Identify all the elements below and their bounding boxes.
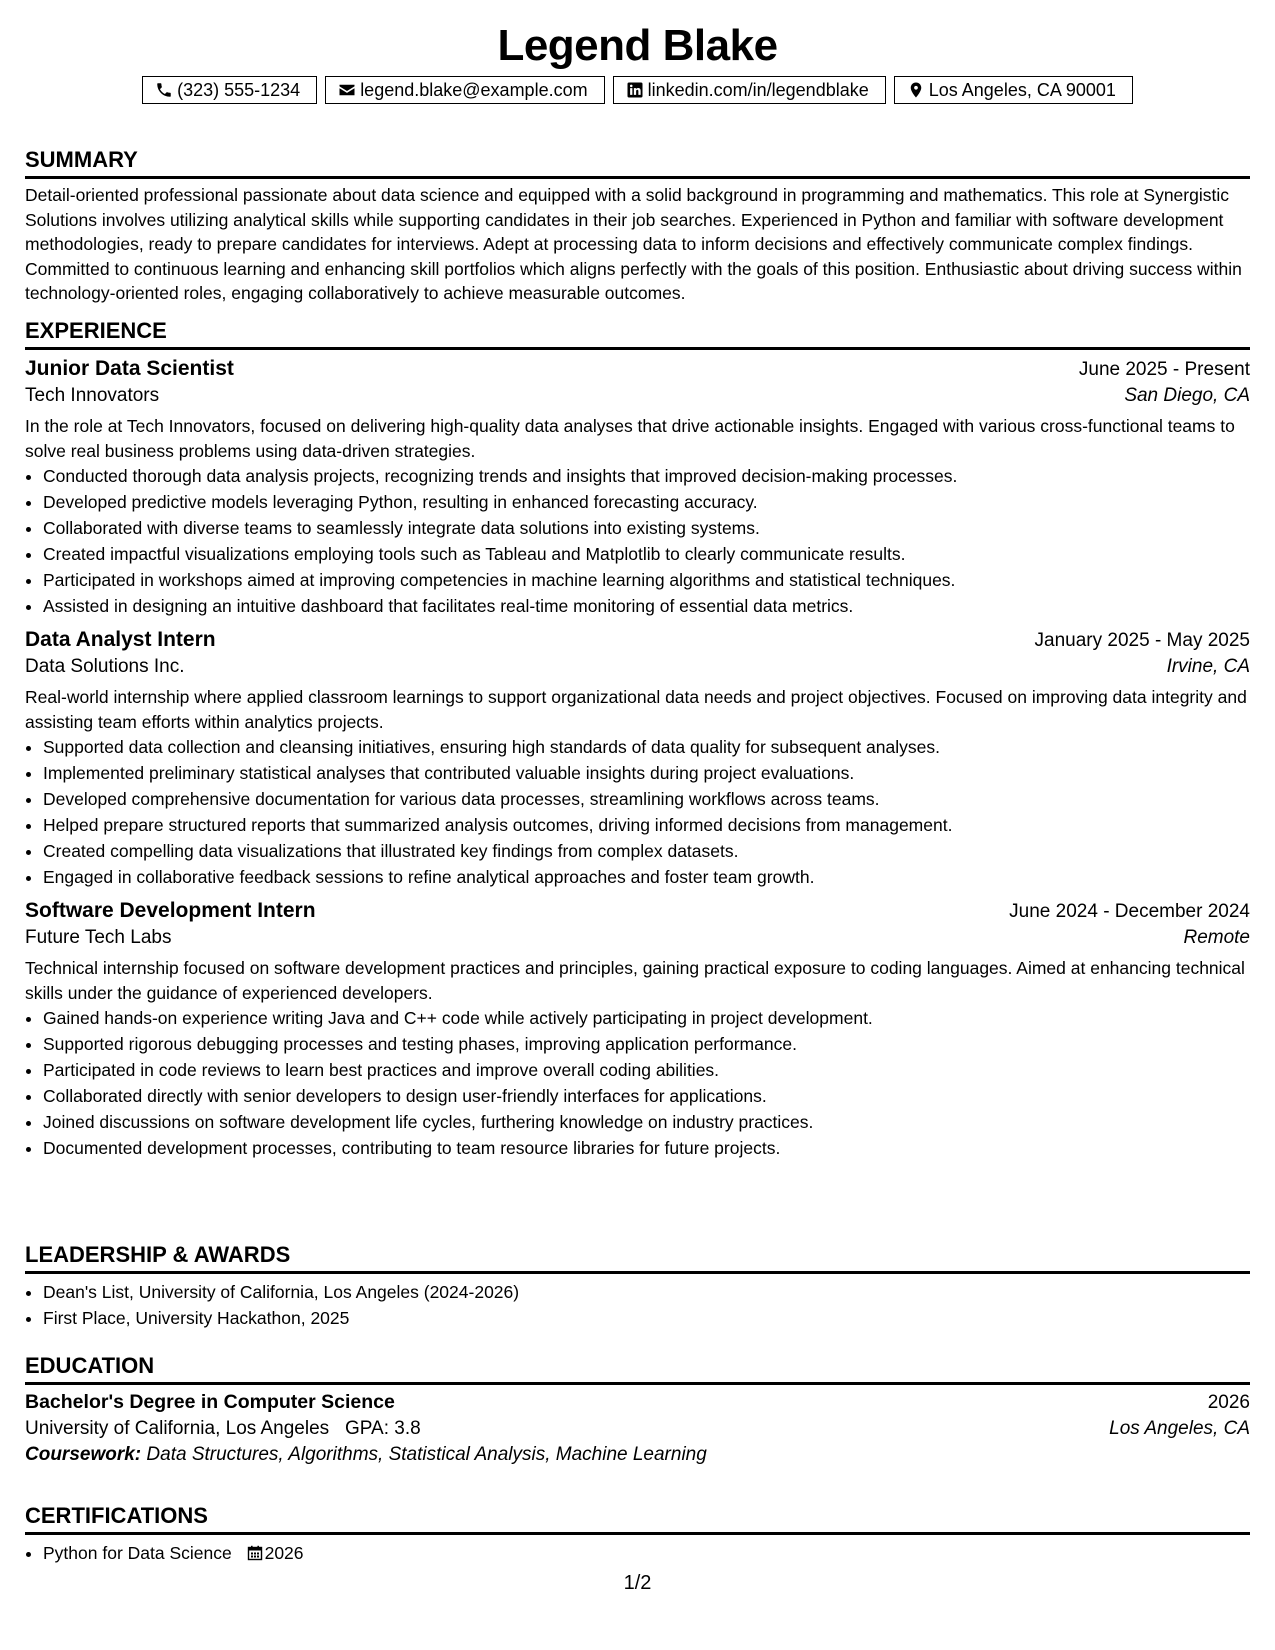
contact-email[interactable] bbox=[325, 76, 604, 104]
list-item: • Created compelling data visualizations that illustrated key findings from complex datasets. bbox=[43, 838, 1250, 864]
phone-text: (323) 555-1234 bbox=[177, 79, 301, 100]
phone-icon bbox=[155, 81, 173, 99]
candidate-name: Legend Blake bbox=[497, 21, 778, 70]
job-location: San Diego, CA bbox=[1124, 385, 1250, 406]
summary-text: Detail-oriented professional passionate about data science and equipped with a solid background in programming and mathematics. This role at Synergistic Solutions involves utilizing analytical skills while supporting candidates in their job searches. Experienced in Python and familiar with software development methodologies, ready to prepare candidates for interviews. Adept at processing data to inform decisions and effectively communicate complex findings. Committed to continuous learning and enhancing skill portfolios which aligns perfectly with the goals of this position. Enthusiastic about driving success within technology-oriented roles, engaging collaboratively to achieve measurable outcomes. bbox=[25, 185, 1242, 303]
school-location: Los Angeles, CA bbox=[1109, 1418, 1250, 1439]
list-item: • Engaged in collaborative feedback sessions to refine analytical approaches and foster team growth. bbox=[43, 864, 1250, 890]
certification-name: Python for Data Science bbox=[43, 1543, 232, 1563]
awards-list bbox=[25, 1279, 1250, 1331]
job-description: Technical internship focused on software development practices and principles, gaining practical exposure to coding languages. Aimed at enhancing technical skills under the guidance of experienced developers. bbox=[25, 958, 1245, 1003]
job-dates: January 2025 - May 2025 bbox=[1034, 630, 1250, 651]
job-title: Software Development Intern bbox=[25, 899, 316, 922]
experience-section bbox=[25, 318, 1250, 1161]
job-company: Future Tech Labs bbox=[25, 927, 172, 948]
coursework-line bbox=[25, 1444, 1250, 1466]
coursework-label: Coursework: bbox=[25, 1444, 142, 1465]
job-location: Irvine, CA bbox=[1166, 656, 1250, 677]
job-entry bbox=[25, 628, 1250, 890]
gpa: GPA: 3.8 bbox=[345, 1418, 421, 1439]
certifications-section bbox=[25, 1503, 1250, 1566]
job-bullets bbox=[25, 734, 1250, 890]
list-item bbox=[43, 1540, 1250, 1566]
job-location: Remote bbox=[1183, 927, 1250, 948]
calendar-icon bbox=[247, 1545, 263, 1561]
job-title: Data Analyst Intern bbox=[25, 628, 216, 651]
email-text: legend.blake@example.com bbox=[360, 79, 588, 100]
graduation-year: 2026 bbox=[1207, 1392, 1250, 1413]
job-dates: June 2025 - Present bbox=[1078, 359, 1250, 380]
job-bullets bbox=[25, 1005, 1250, 1161]
list-item: • Developed predictive models leveraging Python, resulting in enhanced forecasting accuracy. bbox=[43, 489, 1250, 515]
list-item: • Documented development processes, contributing to team resource libraries for future projects. bbox=[43, 1135, 1250, 1161]
job-bullets bbox=[25, 463, 1250, 619]
certifications-list bbox=[25, 1540, 1250, 1566]
list-item: • Created impactful visualizations employing tools such as Tableau and Matplotlib to clearly communicate results. bbox=[43, 541, 1250, 567]
list-item: • Collaborated directly with senior developers to design user-friendly interfaces for applications. bbox=[43, 1083, 1250, 1109]
list-item: • Joined discussions on software development life cycles, furthering knowledge on industry practices. bbox=[43, 1109, 1250, 1135]
list-item: • Conducted thorough data analysis projects, recognizing trends and insights that improved decision-making processes. bbox=[43, 463, 1250, 489]
contact-bar bbox=[25, 76, 1250, 104]
page-number: 1/2 bbox=[623, 1572, 652, 1594]
contact-location bbox=[894, 76, 1133, 104]
job-company: Data Solutions Inc. bbox=[25, 656, 185, 677]
school-name: University of California, Los Angeles bbox=[25, 1418, 330, 1439]
job-dates: June 2024 - December 2024 bbox=[1009, 901, 1250, 922]
list-item: • Participated in workshops aimed at improving competencies in machine learning algorithms and statistical techniques. bbox=[43, 567, 1250, 593]
education-section bbox=[25, 1353, 1250, 1466]
degree-title: Bachelor's Degree in Computer Science bbox=[25, 1391, 395, 1413]
section-heading: EXPERIENCE bbox=[25, 318, 1250, 350]
list-item: • Participated in code reviews to learn best practices and improve overall coding abilities. bbox=[43, 1057, 1250, 1083]
summary-section bbox=[25, 147, 1250, 306]
section-heading: CERTIFICATIONS bbox=[25, 1503, 1250, 1535]
job-description: In the role at Tech Innovators, focused on delivering high-quality data analyses that drive actionable insights. Engaged with various cross-functional teams to solve real business problems using data-driven strategies. bbox=[25, 416, 1235, 461]
job-description: Real-world internship where applied classroom learnings to support organizational data needs and project objectives. Focused on improving data integrity and assisting team efforts within analytics projects. bbox=[25, 687, 1247, 732]
list-item: • Supported rigorous debugging processes and testing phases, improving application performance. bbox=[43, 1031, 1250, 1057]
list-item: • Collaborated with diverse teams to seamlessly integrate data solutions into existing systems. bbox=[43, 515, 1250, 541]
list-item: • Supported data collection and cleansing initiatives, ensuring high standards of data quality for subsequent analyses. bbox=[43, 734, 1250, 760]
contact-phone[interactable] bbox=[142, 76, 317, 104]
map-pin-icon bbox=[907, 81, 925, 99]
job-entry bbox=[25, 357, 1250, 619]
location-text: Los Angeles, CA 90001 bbox=[928, 79, 1116, 100]
job-company: Tech Innovators bbox=[25, 385, 160, 406]
section-heading: SUMMARY bbox=[25, 147, 1250, 179]
contact-linkedin[interactable] bbox=[613, 76, 886, 104]
list-item: • Developed comprehensive documentation for various data processes, streamlining workflows across teams. bbox=[43, 786, 1250, 812]
coursework-list: Data Structures, Algorithms, Statistical Analysis, Machine Learning bbox=[146, 1444, 707, 1465]
list-item: • First Place, University Hackathon, 2025 bbox=[43, 1305, 1250, 1331]
section-heading: EDUCATION bbox=[25, 1353, 1250, 1385]
job-entry bbox=[25, 899, 1250, 1161]
school-line bbox=[25, 1418, 421, 1440]
certification-year: 2026 bbox=[264, 1543, 304, 1563]
list-item: • Implemented preliminary statistical analyses that contributed valuable insights during project evaluations. bbox=[43, 760, 1250, 786]
list-item: • Assisted in designing an intuitive dashboard that facilitates real-time monitoring of essential data metrics. bbox=[43, 593, 1250, 619]
leadership-section bbox=[25, 1242, 1250, 1331]
job-title: Junior Data Scientist bbox=[25, 357, 234, 380]
list-item: • Gained hands-on experience writing Java and C++ code while actively participating in project development. bbox=[43, 1005, 1250, 1031]
linkedin-icon bbox=[626, 81, 644, 99]
envelope-icon bbox=[338, 81, 356, 99]
section-heading: LEADERSHIP & AWARDS bbox=[25, 1242, 1250, 1274]
linkedin-text: linkedin.com/in/legendblake bbox=[647, 79, 869, 100]
resume-page bbox=[25, 0, 1250, 1563]
list-item: • Dean's List, University of California, Los Angeles (2024-2026) bbox=[43, 1279, 1250, 1305]
list-item: • Helped prepare structured reports that summarized analysis outcomes, driving informed decisions from management. bbox=[43, 812, 1250, 838]
